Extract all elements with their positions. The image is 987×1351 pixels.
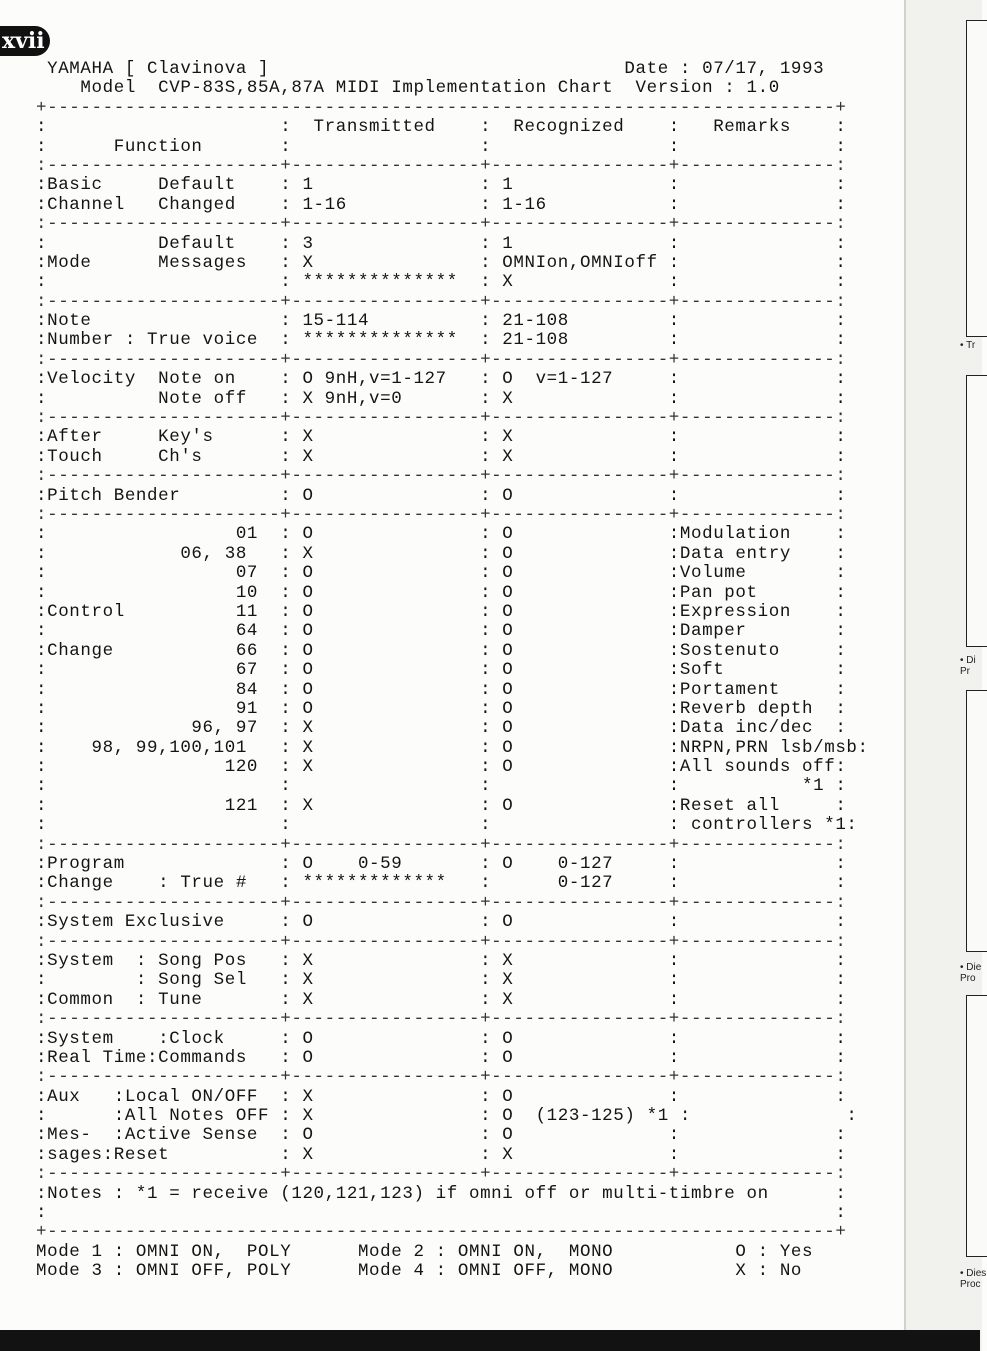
strip-box (966, 375, 987, 647)
chart-line: : : Song Sel : X : X : : (36, 970, 847, 991)
chart-line: :sages:Reset : X : X : : (36, 1144, 847, 1165)
chart-line: : : : : *1 : (36, 776, 847, 797)
chart-line: :Channel Changed : 1-16 : 1-16 : : (36, 194, 847, 215)
adjacent-page-strip (904, 0, 987, 1351)
chart-line: :Notes : *1 = receive (120,121,123) if omni off or multi-timbre on : (36, 1183, 847, 1204)
strip-box (966, 20, 987, 337)
chart-line: :---------------------+-----------------+----------------+--------------: (36, 291, 847, 312)
chart-line: : : Transmitted : Recognized : Remarks : (36, 117, 847, 138)
chart-line: :System Exclusive : O : O : : (36, 912, 847, 933)
chart-line: +-----------------------------------------------------------------------+ (36, 97, 847, 118)
page-number-badge: xvii (0, 26, 50, 56)
chart-line: :After Key's : X : X : : (36, 427, 847, 448)
strip-box (966, 995, 987, 1257)
chart-line: : 64 : O : O :Damper : (36, 621, 847, 642)
chart-line: : 84 : O : O :Portament : (36, 679, 847, 700)
chart-line: :Note : 15-114 : 21-108 : : (36, 311, 847, 332)
chart-line: :Program : O 0-59 : O 0-127 : : (36, 854, 847, 875)
chart-line: :Touch Ch's : X : X : : (36, 446, 847, 467)
chart-line: :Mode Messages : X : OMNIon,OMNIoff : : (36, 252, 847, 273)
chart-line: :System :Clock : O : O : : (36, 1028, 847, 1049)
chart-line: :---------------------+-----------------+----------------+--------------: (36, 1164, 847, 1185)
chart-line: :Pitch Bender : O : O : : (36, 485, 847, 506)
chart-line: :Aux :Local ON/OFF : X : O : : (36, 1086, 847, 1107)
chart-line: :---------------------+-----------------+----------------+--------------: (36, 892, 847, 913)
chart-line: :Number : True voice : ************** : 21-108 : : (36, 330, 847, 351)
chart-line: :Control 11 : O : O :Expression : (36, 601, 847, 622)
chart-line: :Common : Tune : X : X : : (36, 989, 847, 1010)
chart-line: : 07 : O : O :Volume : (36, 563, 847, 584)
strip-note: • Di Pr (960, 655, 976, 677)
chart-line: :System : Song Pos : X : X : : (36, 950, 847, 971)
chart-line: : 67 : O : O :Soft : (36, 660, 847, 681)
chart-line: :Change : True # : ************* : 0-127 : : (36, 873, 847, 894)
chart-line: :---------------------+-----------------+----------------+--------------: (36, 155, 847, 176)
chart-line: :Mes- :Active Sense : O : O : : (36, 1125, 847, 1146)
chart-line: : 06, 38 : X : O :Data entry : (36, 543, 847, 564)
chart-line: :---------------------+-----------------+----------------+--------------: (36, 504, 847, 525)
chart-line: : Function : : : : (36, 136, 847, 157)
chart-line: : 91 : O : O :Reverb depth : (36, 698, 847, 719)
chart-line: : Default : 3 : 1 : : (36, 233, 847, 254)
chart-line: : 01 : O : O :Modulation : (36, 524, 847, 545)
chart-line: :---------------------+-----------------+----------------+--------------: (36, 408, 847, 429)
midi-implementation-chart (36, 60, 869, 1282)
chart-line: :Basic Default : 1 : 1 : : (36, 175, 847, 196)
chart-line: :---------------------+-----------------+----------------+--------------: (36, 1009, 847, 1030)
strip-note: • Die Pro (960, 962, 982, 984)
chart-line: : : (36, 1203, 847, 1224)
chart-line: : 96, 97 : X : O :Data inc/dec : (36, 718, 847, 739)
chart-line: : 10 : O : O :Pan pot : (36, 582, 847, 603)
chart-line: : 98, 99,100,101 : X : O :NRPN,PRN lsb/msb: (36, 737, 869, 758)
chart-line: : 121 : X : O :Reset all : (36, 795, 847, 816)
chart-header-line: YAMAHA [ Clavinova ] Date : 07/17, 1993 (36, 59, 825, 79)
strip-note: • Dies Proc (960, 1268, 987, 1290)
chart-header-line: Model CVP-83S,85A,87A MIDI Implementation Chart Version : 1.0 (36, 78, 780, 99)
chart-line: :Real Time:Commands : O : O : : (36, 1047, 847, 1068)
chart-line: :---------------------+-----------------+----------------+--------------: (36, 1067, 847, 1088)
scan-edge-band (0, 1330, 980, 1351)
chart-line: : : : : controllers *1: (36, 815, 858, 836)
chart-line: :Change 66 : O : O :Sostenuto : (36, 640, 847, 661)
chart-line: :---------------------+-----------------+----------------+--------------: (36, 214, 847, 235)
chart-line: :---------------------+-----------------+----------------+--------------: (36, 349, 847, 370)
chart-line: :---------------------+-----------------+----------------+--------------: (36, 931, 847, 952)
strip-box (966, 690, 987, 952)
chart-line: : :All Notes OFF : X : O (123-125) *1 : : (36, 1106, 858, 1127)
chart-line: :---------------------+-----------------+----------------+--------------: (36, 834, 847, 855)
chart-line: Mode 3 : OMNI OFF, POLY Mode 4 : OMNI OFF, MONO X : No (36, 1261, 803, 1282)
strip-note: • Tr (960, 340, 976, 351)
chart-line: : : ************** : X : : (36, 272, 847, 293)
chart-line: +-----------------------------------------------------------------------+ (36, 1222, 847, 1243)
chart-line: : Note off : X 9nH,v=0 : X : : (36, 388, 847, 409)
chart-line: :Velocity Note on : O 9nH,v=1-127 : O v=1-127 : : (36, 369, 847, 390)
chart-line: Mode 1 : OMNI ON, POLY Mode 2 : OMNI ON, MONO O : Yes (36, 1241, 814, 1262)
chart-line: :---------------------+-----------------+----------------+--------------: (36, 466, 847, 487)
chart-line: : 120 : X : O :All sounds off: (36, 757, 847, 778)
